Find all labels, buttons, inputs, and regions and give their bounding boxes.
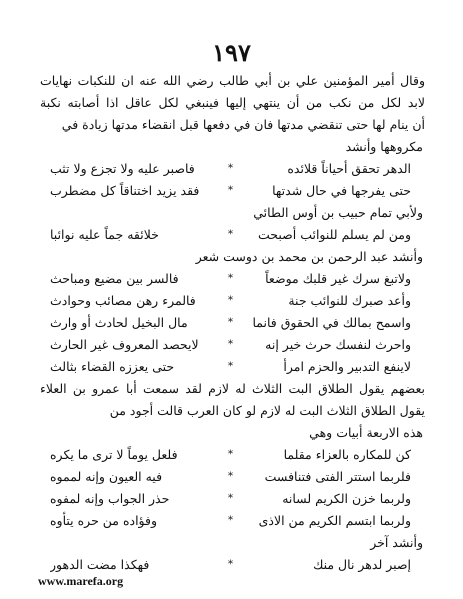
verse-separator: * (228, 361, 233, 372)
verse-first-hemistich: كن للمكاره بالعزاء مقلما (283, 447, 411, 462)
verse-separator: * (228, 295, 233, 306)
verse-line (40, 356, 425, 378)
verse-second-hemistich: فاصبر عليه ولا تجزع ولا تثب (50, 161, 195, 176)
verse-line (40, 554, 425, 576)
verse-first-hemistich: ولربما ابتسم الكريم من الاذى (258, 513, 411, 528)
verse-second-hemistich: وفؤاده من حره يتأوه (50, 513, 158, 528)
verse-first-hemistich: إصبر لدهر نال منك (313, 557, 411, 572)
verse-first-hemistich: واحرث لنفسك حرث خير إنه (265, 337, 411, 352)
verse-first-hemistich: وأعد صبرك للنوائب جنة (288, 293, 411, 308)
verse-first-hemistich: فلربما استتر الفتى فتنافست (264, 469, 411, 484)
verse-separator: * (228, 339, 233, 350)
verse-separator: * (228, 185, 233, 196)
verse-separator: * (228, 493, 233, 504)
section-heading: وأنشد عبد الرحمن بن محمد بن دوست شعر (195, 249, 423, 264)
verse-line (40, 466, 425, 488)
prose-line: وقال أمير المؤمنين علي بن أبي طالب رضي الله عنه ان للنكبات نهايات (40, 73, 425, 88)
verse-separator: * (228, 515, 233, 526)
verse-line (40, 444, 425, 466)
verse-separator: * (228, 559, 233, 570)
verse-line (40, 268, 425, 290)
verse-first-hemistich: ولربما خزن الكريم لسانه (282, 491, 411, 506)
verse-second-hemistich: فهكذا مضت الدهور (50, 557, 150, 572)
section-heading: مكروهها وأنشد (345, 139, 423, 154)
verse-second-hemistich: فيه العيون وإنه لمموه (50, 469, 163, 484)
verse-first-hemistich: حتى يفرجها في حال شدتها (272, 183, 411, 198)
verse-separator: * (228, 471, 233, 482)
page-number: ١٩٧ (212, 38, 251, 67)
verse-line (40, 290, 425, 312)
text-block (40, 70, 425, 576)
verse-first-hemistich: ومن لم يسلم للنوائب أصبحت (258, 227, 411, 242)
section-heading: ولأبي تمام حبيب بن أوس الطائي (253, 205, 423, 220)
footer-url: www.marefa.org (38, 574, 124, 588)
verse-line (40, 158, 425, 180)
verse-second-hemistich: مال البخيل لحادث أو وارث (50, 315, 188, 330)
verse-first-hemistich: واسمح بمالك في الحقوق فانما (252, 315, 411, 330)
verse-line (40, 224, 425, 246)
verse-line (40, 312, 425, 334)
verse-second-hemistich: خلائقه جماً عليه نوائبا (50, 227, 159, 242)
verse-separator: * (228, 449, 233, 460)
verse-line (40, 488, 425, 510)
verse-separator: * (228, 163, 233, 174)
verse-separator: * (228, 273, 233, 284)
verse-first-hemistich: الدهر تحقق أحياناً قلائده (287, 161, 411, 176)
section-heading: وأنشد آخر (370, 535, 423, 550)
verse-second-hemistich: فلعل يوماً لا ترى ما يكره (50, 447, 178, 462)
verse-second-hemistich: فالمرء رهن مصائب وحوادث (50, 293, 196, 308)
prose-line: لابد لكل من نكب من أن ينتهي إليها فينبغي لكل عاقل اذا أصابته نكبة (40, 95, 425, 110)
verse-line (40, 180, 425, 202)
verse-second-hemistich: فقد يزيد اختناقاً كل مضطرب (50, 183, 200, 198)
section-heading: هذه الاربعة أبيات وهي (309, 425, 423, 440)
verse-line (40, 334, 425, 356)
verse-separator: * (228, 229, 233, 240)
verse-second-hemistich: حذر الجواب وإنه لمفوه (50, 491, 170, 506)
prose-line: بعضهم يقول الطلاق البت الثلاث له لازم لقد سمعت أبا عمرو بن العلاء (40, 381, 425, 396)
verse-second-hemistich: فالسر بين مضيع ومباحث (50, 271, 179, 286)
prose-line: يقول الطلاق الثلاث البت له لازم لو كان العرب قالت أجود من (109, 403, 425, 418)
verse-first-hemistich: ولاتبغ سرك غير قلبك موضعاً (265, 271, 411, 286)
verse-line (40, 510, 425, 532)
verse-separator: * (228, 317, 233, 328)
verse-second-hemistich: حتى يعززه القضاء بثالث (50, 359, 175, 374)
verse-first-hemistich: لاينفع التدبير والحزم امرأ (283, 359, 411, 374)
prose-line: أن ينام لها حتى تنقضي مدتها فان في دفعها قبل انقضاء مدتها زيادة في (61, 117, 425, 132)
verse-second-hemistich: لايحصد المعروف غير الحارث (50, 337, 199, 352)
